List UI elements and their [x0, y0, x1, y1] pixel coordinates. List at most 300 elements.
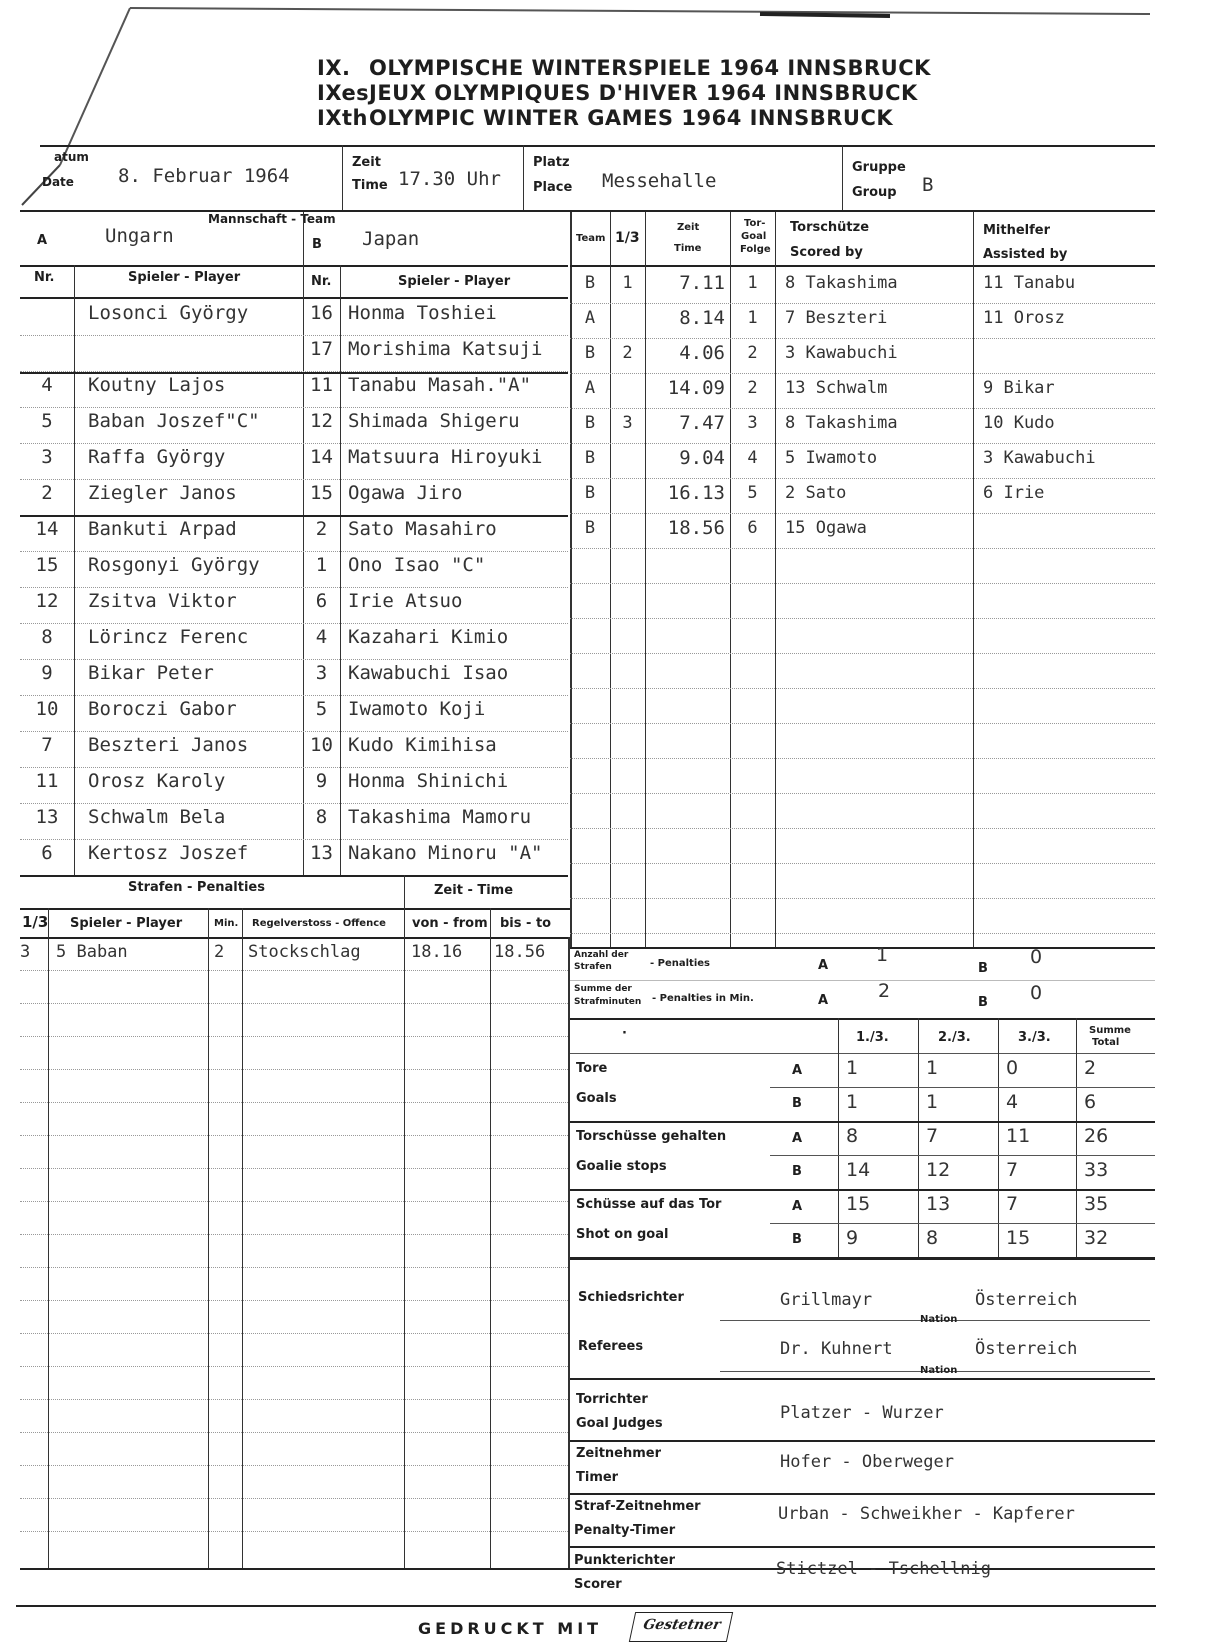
row-line — [20, 335, 568, 336]
player-b-nr: 13 — [310, 842, 333, 864]
summary-a-value: 7 — [926, 1125, 939, 1147]
penalty-timer-label-en: Penalty-Timer — [574, 1523, 676, 1538]
title-text-2: JEUX OLYMPIQUES D'HIVER 1964 INNSBRUCK — [369, 81, 918, 105]
rule — [20, 875, 568, 877]
goal-judges-value: Platzer - Wurzer — [780, 1403, 944, 1423]
summary-a-value: 7 — [1006, 1193, 1019, 1215]
row-line — [20, 623, 568, 624]
goal-assist: 3 Kawabuchi — [983, 448, 1096, 468]
title-text-3: OLYMPIC WINTER GAMES 1964 INNSBRUCK — [369, 106, 894, 130]
team-b-letter: B — [312, 237, 322, 252]
row-line — [570, 688, 1155, 689]
player-a-name: Ziegler Janos — [88, 482, 237, 504]
summary-label-en: Goals — [576, 1091, 617, 1106]
player-b-name: Morishima Katsuji — [348, 338, 543, 360]
row-line — [20, 587, 568, 588]
summary-label-de: Torschüsse gehalten — [576, 1129, 727, 1144]
row-line — [570, 443, 1155, 444]
row-line — [20, 1234, 568, 1235]
divider — [404, 908, 405, 1568]
platz-label: Platz — [533, 155, 570, 170]
time-value: 17.30 Uhr — [398, 168, 501, 190]
player-a-name: Orosz Karoly — [88, 770, 226, 792]
goal-period: 1 — [622, 273, 633, 293]
rule — [20, 265, 568, 267]
player-a-nr: 6 — [41, 842, 53, 864]
goal-team: A — [584, 378, 596, 398]
row-line — [20, 1267, 568, 1268]
pen-row-offence: Stockschlag — [248, 942, 361, 962]
goal-number: 1 — [747, 273, 758, 293]
divider — [303, 212, 304, 265]
sum-a-label: A — [818, 993, 829, 1008]
row-line — [570, 338, 1155, 339]
goal-assist: 11 Orosz — [983, 308, 1065, 328]
row-line — [20, 1333, 568, 1334]
player-b-name: Irie Atsuo — [348, 590, 463, 612]
referee-label-de: Schiedsrichter — [578, 1290, 684, 1305]
divider — [404, 875, 405, 908]
summary-b-letter: B — [792, 1164, 802, 1179]
row-line — [20, 970, 568, 971]
player-a-nr: 9 — [41, 662, 53, 684]
count-label-2: Strafen — [574, 962, 612, 972]
divider — [610, 212, 611, 947]
pen-row-to: 18.56 — [494, 942, 546, 962]
rule — [570, 1018, 1155, 1020]
summary-label-de: Schüsse auf das Tor — [576, 1197, 722, 1212]
goal-assist: 9 Bikar — [983, 378, 1055, 398]
sum-label-1: Summe der — [574, 984, 632, 994]
goal-team: B — [584, 273, 596, 293]
title-text-1: OLYMPISCHE WINTERSPIELE 1964 INNSBRUCK — [369, 56, 931, 80]
row-line — [20, 1498, 568, 1499]
goal-assist: 6 Irie — [983, 483, 1045, 503]
summary-b-value: 1 — [846, 1091, 859, 1113]
goal-team: B — [584, 413, 596, 433]
sum-b-value: 0 — [1030, 982, 1043, 1004]
pen-row-player: 5 Baban — [56, 942, 128, 962]
player-b-nr: 6 — [315, 590, 328, 612]
summary-b-value: 9 — [846, 1227, 859, 1249]
penalty-timer-value: Urban - Schweikher - Kapferer — [778, 1504, 1075, 1524]
row-line — [570, 583, 1155, 584]
goal-team: B — [584, 343, 596, 363]
row-line — [20, 731, 568, 732]
goal-judges-label-en: Goal Judges — [576, 1416, 663, 1431]
player-a-nr: 15 — [35, 554, 59, 576]
rule — [570, 980, 1155, 981]
player-a-nr: 2 — [41, 482, 53, 504]
summary-b-value: 1 — [926, 1091, 939, 1113]
row-line — [570, 898, 1155, 899]
player-a-nr: 13 — [35, 806, 59, 828]
summe-header: Summe — [1089, 1025, 1131, 1036]
count-label-1: Anzahl der — [574, 950, 629, 960]
goals-period-header: 1/3 — [615, 230, 640, 246]
player-b-name: Sato Masahiro — [348, 518, 497, 540]
goals-goal-header: Goal — [741, 231, 767, 242]
goal-team: B — [584, 518, 596, 538]
row-line — [570, 863, 1155, 864]
sum-b-label: B — [978, 995, 988, 1010]
divider — [775, 212, 776, 947]
summary-a-value: 1 — [926, 1057, 939, 1079]
gestetner-logo — [629, 1612, 733, 1642]
row-line — [570, 1189, 1155, 1191]
divider — [48, 908, 49, 1568]
player-a-nr: 5 — [41, 410, 53, 432]
gruppe-label: Gruppe — [852, 160, 906, 175]
goal-time: 7.11 — [679, 272, 725, 294]
summary-b-value: 32 — [1084, 1227, 1109, 1249]
rule — [570, 265, 1155, 267]
pen-player-header: Spieler - Player — [70, 916, 183, 931]
row-line — [20, 407, 568, 408]
player-a-name: Zsitva Viktor — [88, 590, 237, 612]
row-line — [20, 1036, 568, 1037]
summary-a-letter: A — [792, 1131, 803, 1146]
player-b-name: Kazahari Kimio — [348, 626, 509, 648]
title-num-2: IXes — [317, 81, 370, 105]
a-player-header: Spieler - Player — [128, 270, 241, 285]
group-value: B — [922, 174, 934, 196]
goals-time-header: Time — [674, 243, 702, 254]
divider — [842, 145, 843, 210]
player-b-name: Kawabuchi Isao — [348, 662, 509, 684]
summary-a-value: 26 — [1084, 1125, 1109, 1147]
player-a-name: Koutny Lajos — [88, 374, 226, 396]
title-line-en — [317, 106, 893, 130]
summary-a-value: 1 — [846, 1057, 859, 1079]
goal-scorer: 7 Beszteri — [785, 308, 888, 328]
rule — [20, 937, 570, 939]
row-line — [20, 659, 568, 660]
goal-assist: 11 Tanabu — [983, 273, 1076, 293]
title-line-de — [317, 56, 931, 80]
player-b-nr: 4 — [315, 626, 328, 648]
row-line — [20, 1102, 568, 1103]
player-b-nr: 1 — [315, 554, 328, 576]
timer-label-de: Zeitnehmer — [576, 1446, 662, 1461]
summary-label-en: Goalie stops — [576, 1159, 667, 1174]
goal-time: 16.13 — [667, 482, 725, 504]
goals-tor-header: Tor- — [744, 218, 766, 229]
datum-label: atum — [54, 150, 89, 164]
row-line — [570, 303, 1155, 304]
referee-1-name: Grillmayr — [780, 1290, 873, 1310]
count-b-value: 0 — [1030, 946, 1043, 968]
title-line-fr — [317, 81, 918, 105]
goals-team-header: Team — [576, 233, 606, 244]
pen-min-header: Min. — [214, 918, 239, 929]
divider — [1076, 1018, 1077, 1258]
player-b-nr: 5 — [315, 698, 328, 720]
mithelfer-header: Mithelfer — [983, 223, 1051, 238]
rule — [570, 1546, 1155, 1548]
row-line — [770, 1087, 1155, 1088]
row-line — [20, 695, 568, 696]
period-3-header: 3./3. — [1018, 1030, 1051, 1045]
zeit-label: Zeit — [352, 155, 381, 170]
period-1-header: 1./3. — [856, 1030, 889, 1045]
player-b-nr: 9 — [315, 770, 328, 792]
goal-scorer: 13 Schwalm — [785, 378, 888, 398]
row-line — [20, 551, 568, 552]
summary-b-value: 14 — [846, 1159, 871, 1181]
goal-time: 4.06 — [679, 342, 725, 364]
referee-1-nation: Österreich — [975, 1290, 1078, 1310]
rule — [570, 947, 1155, 949]
summary-a-value: 13 — [926, 1193, 951, 1215]
row-line — [20, 1168, 568, 1169]
divider — [918, 1018, 919, 1258]
goal-scorer: 2 Sato — [785, 483, 847, 503]
count-a-value: 1 — [876, 944, 889, 966]
timer-value: Hofer - Oberweger — [780, 1452, 954, 1472]
row-line — [770, 1155, 1155, 1156]
player-b-nr: 14 — [310, 446, 333, 468]
player-a-name: Losonci György — [88, 302, 249, 324]
rule — [16, 1605, 1156, 1607]
row-line — [570, 723, 1155, 724]
player-b-nr: 12 — [310, 410, 333, 432]
folded-corner — [0, 0, 1209, 260]
team-a-name: Ungarn — [105, 225, 174, 247]
rule — [570, 1493, 1155, 1495]
row-line — [570, 1121, 1155, 1123]
goal-assist: 10 Kudo — [983, 413, 1055, 433]
scorer-label-de: Punkterichter — [574, 1553, 675, 1568]
player-a-name: Bikar Peter — [88, 662, 214, 684]
divider — [490, 908, 491, 1568]
goal-number: 6 — [747, 518, 758, 538]
rule — [570, 1258, 1155, 1260]
player-a-nr: 11 — [35, 770, 59, 792]
player-b-name: Kudo Kimihisa — [348, 734, 497, 756]
summary-a-value: 8 — [846, 1125, 859, 1147]
summary-b-value: 12 — [926, 1159, 951, 1181]
player-a-nr: 10 — [35, 698, 59, 720]
row-line — [20, 1432, 568, 1433]
count-label-en: - Penalties — [650, 958, 710, 969]
player-b-name: Tanabu Masah."A" — [348, 374, 532, 396]
pen-row-from: 18.16 — [411, 942, 463, 962]
summary-b-letter: B — [792, 1096, 802, 1111]
summary-b-value: 8 — [926, 1227, 939, 1249]
goal-team: B — [584, 448, 596, 468]
scored-by-header: Scored by — [790, 245, 863, 260]
torschutze-header: Torschütze — [790, 220, 870, 235]
player-b-name: Ogawa Jiro — [348, 482, 463, 504]
row-line — [570, 653, 1155, 654]
group-label: Group — [852, 185, 897, 200]
a-nr-header: Nr. — [34, 270, 55, 285]
rule — [570, 1440, 1155, 1442]
player-b-nr: 16 — [310, 302, 333, 324]
penalties-zeit-time: Zeit - Time — [434, 883, 514, 898]
summary-a-value: 35 — [1084, 1193, 1109, 1215]
goal-scorer: 3 Kawabuchi — [785, 343, 898, 363]
summary-a-value: 2 — [1084, 1057, 1097, 1079]
count-a-label: A — [818, 958, 829, 973]
summary-label-en: Shot on goal — [576, 1227, 669, 1242]
goal-period: 3 — [622, 413, 633, 433]
row-line — [20, 1135, 568, 1136]
sum-label-en: - Penalties in Min. — [652, 993, 754, 1004]
summary-b-letter: B — [792, 1232, 802, 1247]
row-line — [570, 618, 1155, 619]
divider — [998, 1018, 999, 1258]
goal-period: 2 — [622, 343, 633, 363]
summary-b-value: 6 — [1084, 1091, 1097, 1113]
divider — [342, 145, 343, 210]
player-b-name: Matsuura Hiroyuki — [348, 446, 543, 468]
sum-a-value: 2 — [878, 980, 891, 1002]
goals-folge-header: Folge — [740, 244, 771, 255]
player-b-nr: 8 — [315, 806, 328, 828]
penalty-timer-label-de: Straf-Zeitnehmer — [574, 1499, 701, 1514]
row-line — [570, 548, 1155, 549]
pen-to-header: bis - to — [500, 916, 552, 931]
summary-corner-dot: · — [622, 1026, 627, 1041]
penalties-title: Strafen - Penalties — [128, 880, 265, 895]
row-line — [570, 478, 1155, 479]
player-a-name: Lörincz Ferenc — [88, 626, 249, 648]
scorer-value: Stictzel - Tschellnig — [776, 1559, 991, 1579]
goal-time: 7.47 — [679, 412, 725, 434]
player-a-nr: 4 — [41, 374, 53, 396]
row-line — [570, 828, 1155, 829]
row-line — [20, 1003, 568, 1004]
timer-label-en: Timer — [576, 1470, 619, 1485]
time-label: Time — [352, 178, 388, 193]
date-value: 8. Februar 1964 — [118, 165, 290, 187]
player-a-name: Raffa György — [88, 446, 226, 468]
row-line — [770, 1223, 1155, 1224]
player-b-nr: 10 — [310, 734, 333, 756]
divider — [838, 1018, 839, 1258]
row-line — [20, 803, 568, 804]
team-a-letter: A — [37, 233, 48, 248]
player-a-nr: 8 — [41, 626, 53, 648]
player-b-nr: 11 — [310, 374, 333, 396]
goal-number: 2 — [747, 378, 758, 398]
summary-a-letter: A — [792, 1199, 803, 1214]
player-b-nr: 3 — [315, 662, 328, 684]
divider — [973, 212, 974, 947]
player-b-name: Honma Toshiei — [348, 302, 497, 324]
row-line — [20, 1300, 568, 1301]
count-b-label: B — [978, 961, 988, 976]
b-nr-header: Nr. — [311, 274, 332, 289]
summary-b-value: 15 — [1006, 1227, 1031, 1249]
row-line — [20, 1201, 568, 1202]
divider — [568, 937, 570, 1568]
player-b-name: Nakano Minoru "A" — [348, 842, 543, 864]
player-a-name: Beszteri Janos — [88, 734, 249, 756]
goal-scorer: 5 Iwamoto — [785, 448, 878, 468]
mannschaft-team-label: Mannschaft - Team — [208, 212, 336, 226]
printed-with: GEDRUCKT MIT — [418, 1619, 603, 1638]
goal-judges-label-de: Torrichter — [576, 1392, 648, 1407]
player-b-name: Takashima Mamoru — [348, 806, 532, 828]
pen-row-period: 3 — [20, 942, 31, 962]
rule — [570, 1053, 1155, 1054]
period-2-header: 2./3. — [938, 1030, 971, 1045]
row-line — [20, 839, 568, 840]
rule — [20, 297, 568, 299]
player-b-nr: 17 — [310, 338, 333, 360]
player-a-name: Boroczi Gabor — [88, 698, 237, 720]
pen-row-min: 2 — [214, 942, 225, 962]
player-a-nr: 14 — [35, 518, 59, 540]
row-line — [570, 513, 1155, 514]
rule — [20, 210, 1155, 212]
total-header: Total — [1092, 1037, 1120, 1048]
summary-a-value: 15 — [846, 1193, 871, 1215]
title-num-1: IX. — [317, 56, 351, 80]
row-line — [570, 793, 1155, 794]
summary-b-value: 33 — [1084, 1159, 1109, 1181]
goal-time: 14.09 — [667, 377, 725, 399]
title-num-3: IXth — [317, 106, 368, 130]
goal-scorer: 8 Takashima — [785, 273, 898, 293]
player-b-nr: 2 — [315, 518, 328, 540]
divider — [242, 908, 243, 1568]
divider — [208, 908, 209, 1568]
referee-2-nation: Österreich — [975, 1339, 1078, 1359]
player-a-nr: 7 — [41, 734, 53, 756]
player-a-name: Baban Joszef"C" — [88, 410, 260, 432]
scorer-label-en: Scorer — [574, 1577, 622, 1592]
divider — [523, 145, 524, 210]
summary-b-value: 7 — [1006, 1159, 1019, 1181]
goal-time: 9.04 — [679, 447, 725, 469]
summary-a-value: 11 — [1006, 1125, 1031, 1147]
place-label: Place — [533, 180, 573, 195]
player-a-name: Bankuti Arpad — [88, 518, 237, 540]
player-b-name: Iwamoto Koji — [348, 698, 486, 720]
row-line — [570, 373, 1155, 374]
row-line — [20, 1366, 568, 1367]
goal-number: 4 — [747, 448, 758, 468]
player-a-name: Kertosz Joszef — [88, 842, 249, 864]
goal-number: 3 — [747, 413, 758, 433]
goal-number: 1 — [747, 308, 758, 328]
goal-number: 5 — [747, 483, 758, 503]
player-b-nr: 15 — [310, 482, 333, 504]
row-line — [20, 1399, 568, 1400]
divider — [74, 265, 75, 875]
rule — [20, 372, 568, 374]
goal-number: 2 — [747, 343, 758, 363]
place-value: Messehalle — [602, 170, 717, 192]
sum-label-2: Strafminuten — [574, 997, 642, 1007]
row-line — [20, 443, 568, 444]
goal-time: 8.14 — [679, 307, 725, 329]
player-a-name: Schwalm Bela — [88, 806, 226, 828]
b-player-header: Spieler - Player — [398, 274, 511, 289]
goals-zeit-header: Zeit — [677, 222, 700, 233]
date-label: Date — [42, 175, 74, 189]
goal-time: 18.56 — [667, 517, 725, 539]
row-line — [570, 933, 1155, 934]
player-a-name: Rosgonyi György — [88, 554, 260, 576]
row-line — [20, 1531, 568, 1532]
player-b-name: Shimada Shigeru — [348, 410, 520, 432]
rule — [20, 908, 570, 910]
